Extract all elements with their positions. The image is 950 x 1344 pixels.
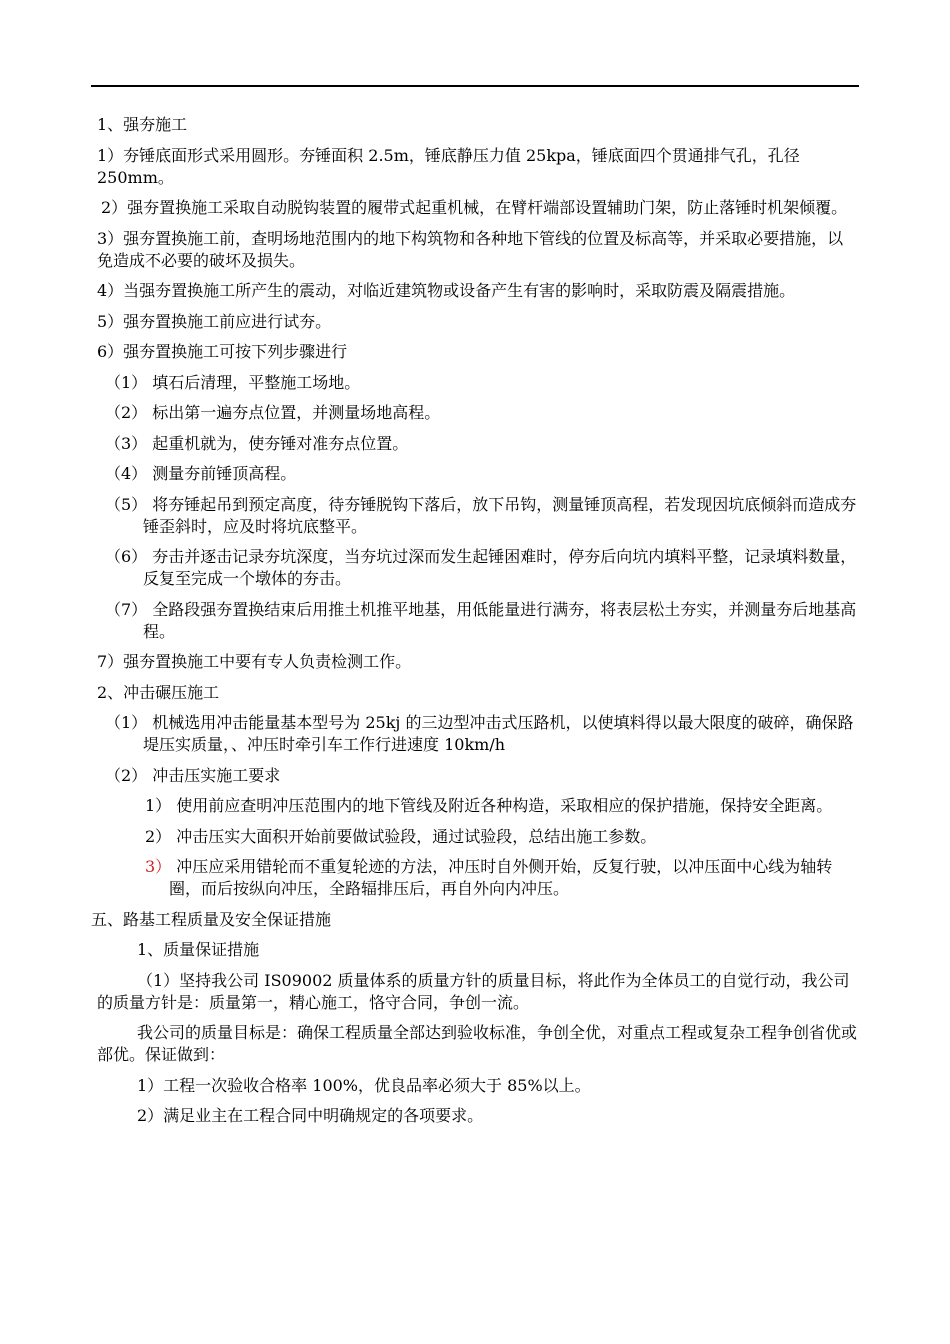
compaction-sub-2: 2） 冲击压实大面积开始前要做试验段，通过试验段，总结出施工参数。 [145,826,657,846]
chapter-heading-5: 五、路基工程质量及安全保证措施 [91,909,332,929]
step-5: （5） 将夯锤起吊到预定高度，待夯锤脱钩下落后，放下吊钩，测量锤顶高程，若发现因坑底倾斜而造成夯锤歪斜时，应及时将坑底整平。 [105,494,857,536]
step-1: （1） 填石后清理，平整施工场地。 [105,372,361,392]
paragraph-1: 1）夯锤底面形式采用圆形。夯锤面积 2.5m，锤底静压力值 25kpa，锤底面四个贯通排气孔，孔径 250mm。 [97,145,800,187]
paragraph-7: 7）强夯置换施工中要有专人负责检测工作。 [97,652,412,671]
compaction-item-2: （2） 冲击压实施工要求 [105,765,281,785]
compaction-sub-3 [97,856,857,900]
step-6: （6） 夯击并逐击记录夯坑深度，当夯坑过深而发生起锤困难时，停夯后向坑内填料平整，记录填料数量，反复至完成一个墩体的夯击。 [105,547,857,588]
paragraph-4: 4）当强夯置换施工所产生的震动，对临近建筑物或设备产生有害的影响时，采取防震及隔震措施。 [97,281,796,300]
header-rule [91,85,859,87]
step-4: （4） 测量夯前锤顶高程。 [105,464,297,483]
paragraph-5: 5）强夯置换施工前应进行试夯。 [97,311,332,331]
step-3: （3） 起重机就为，使夯锤对准夯点位置。 [105,433,409,453]
quality-paragraph-1: （1）坚持我公司 IS09002 质量体系的质量方针的质量目标，将此作为全体员工的自觉行动，我公司的质量方针是：质量第一，精心施工，恪守合同，争创一流。 [97,970,850,1012]
compaction-sub-3-text: 冲压应采用错轮而不重复轮迹的方法，冲压时自外侧开始，反复行驶，以冲压面中心线为轴转圈，而后按纵向冲压，全路辐排压后，再自外向内冲压。 [169,857,833,898]
step-2: （2） 标出第一遍夯点位置，并测量场地高程。 [105,403,441,422]
compaction-sub-1: 1） 使用前应查明冲压范围内的地下管线及附近各种构造，采取相应的保护措施，保持安全距离。 [145,796,833,815]
quality-item-1: 1）工程一次验收合格率 100%，优良品率必须大于 85%以上。 [137,1075,591,1095]
step-7: （7） 全路段强夯置换结束后用推土机推平地基，用低能量进行满夯，将表层松土夯实，并测量夯后地基高程。 [105,599,857,641]
quality-heading: 1、质量保证措施 [137,940,260,959]
document-body [91,114,858,1136]
paragraph-2: 2）强夯置换施工采取自动脱钩装置的履带式起重机械，在臂杆端部设置辅助门架，防止落锤时机架倾覆。 [101,198,848,217]
section-heading-1: 1、强夯施工 [97,115,188,134]
section-heading-2: 2、冲击碾压施工 [97,682,220,702]
compaction-item-1: （1） 机械选用冲击能量基本型号为 25kj 的三边型冲击式压路机，以使填料得以最大限度的破碎，确保路堤压实质量，、冲压时牵引车工作行进速度 10km/h [105,713,854,754]
paragraph-6: 6）强夯置换施工可按下列步骤进行 [97,342,348,361]
quality-paragraph-2: 我公司的质量目标是：确保工程质量全部达到验收标准，争创全优，对重点工程或复杂工程争创省优或部优。保证做到： [97,1023,858,1064]
quality-item-2: 2）满足业主在工程合同中明确规定的各项要求。 [137,1106,484,1125]
paragraph-3: 3）强夯置换施工前，查明场地范围内的地下构筑物和各种地下管线的位置及标高等，并采取必要措施，以免造成不必要的破坏及损失。 [97,228,844,270]
compaction-sub-3-number: 3） [145,857,172,876]
